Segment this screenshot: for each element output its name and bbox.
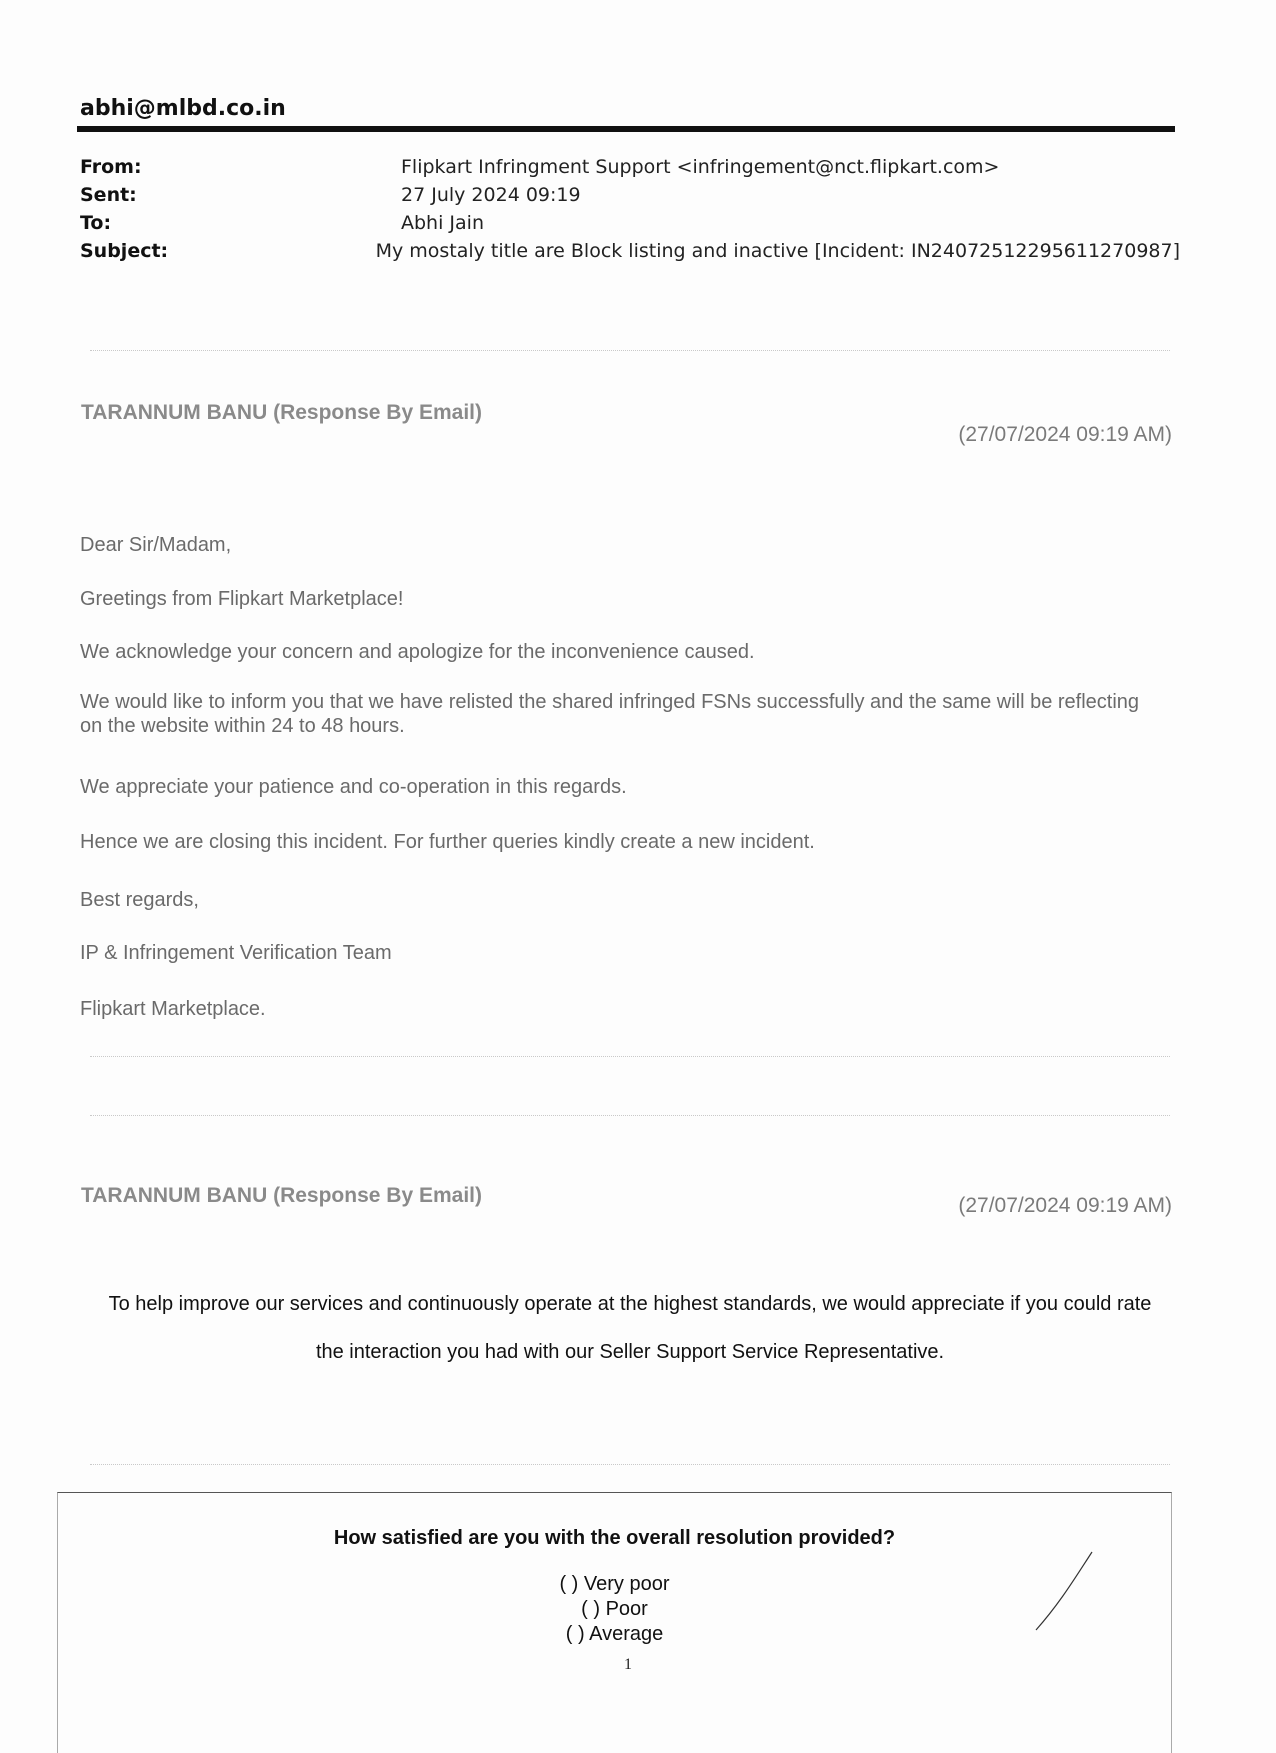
header-value-to: Abhi Jain: [401, 212, 484, 234]
section-divider: [90, 350, 1170, 351]
pen-stroke-icon: [1030, 1548, 1100, 1638]
section-divider: [90, 1115, 1170, 1116]
header-value-subject: My mostaly title are Block listing and inactive [Incident: IN24072512295611270987]: [375, 240, 1180, 262]
email-header-block: [80, 156, 1180, 268]
header-label: Sent:: [80, 184, 137, 206]
section-divider: [90, 1056, 1170, 1057]
signoff: Best regards,: [80, 889, 199, 911]
header-row-to: [80, 212, 1180, 240]
body-paragraph: Hence we are closing this incident. For further queries kindly create a new incident.: [80, 831, 815, 853]
survey-option-poor[interactable]: ( ) Poor: [581, 1598, 648, 1620]
body-paragraph: Greetings from Flipkart Marketplace!: [80, 588, 404, 610]
section-divider: [90, 1464, 1170, 1465]
header-row-sent: [80, 184, 1180, 212]
response-timestamp: (27/07/2024 09:19 AM): [958, 423, 1172, 446]
page-number: 1: [624, 1656, 632, 1673]
header-label: Subject:: [80, 240, 169, 262]
header-label: From:: [80, 156, 142, 178]
header-label: To:: [80, 212, 112, 234]
signature-company: Flipkart Marketplace.: [80, 998, 266, 1020]
header-rule: [77, 126, 1175, 132]
survey-option-very-poor[interactable]: ( ) Very poor: [559, 1573, 670, 1595]
response-timestamp: (27/07/2024 09:19 AM): [958, 1194, 1172, 1217]
header-row-subject: [80, 240, 1180, 268]
survey-intro-text: To help improve our services and continuously operate at the highest standards, we would appreciate if you could rate the interaction you had with our Seller Support Service Representative.: [108, 1293, 1152, 1363]
survey-option-average[interactable]: ( ) Average: [565, 1623, 664, 1645]
body-paragraph: We would like to inform you that we have relisted the shared infringed FSNs successfully and the same will be reflecting on the website within 24 to 48 hours.: [80, 691, 1140, 737]
header-row-from: [80, 156, 1180, 184]
body-paragraph: We acknowledge your concern and apologize for the inconvenience caused.: [80, 641, 755, 663]
greeting: Dear Sir/Madam,: [80, 534, 232, 556]
response-author: TARANNUM BANU (Response By Email): [81, 1184, 482, 1207]
signature-team: IP & Infringement Verification Team: [80, 942, 392, 964]
header-value-sent: 27 July 2024 09:19: [401, 184, 581, 206]
body-paragraph: We appreciate your patience and co-operation in this regards.: [80, 776, 627, 798]
survey-box: [57, 1492, 1172, 1753]
survey-question: How satisfied are you with the overall resolution provided?: [333, 1527, 896, 1549]
response-author: TARANNUM BANU (Response By Email): [81, 401, 482, 424]
header-value-from: Flipkart Infringment Support <infringement@nct.flipkart.com>: [401, 156, 1000, 178]
account-email: abhi@mlbd.co.in: [80, 96, 286, 121]
